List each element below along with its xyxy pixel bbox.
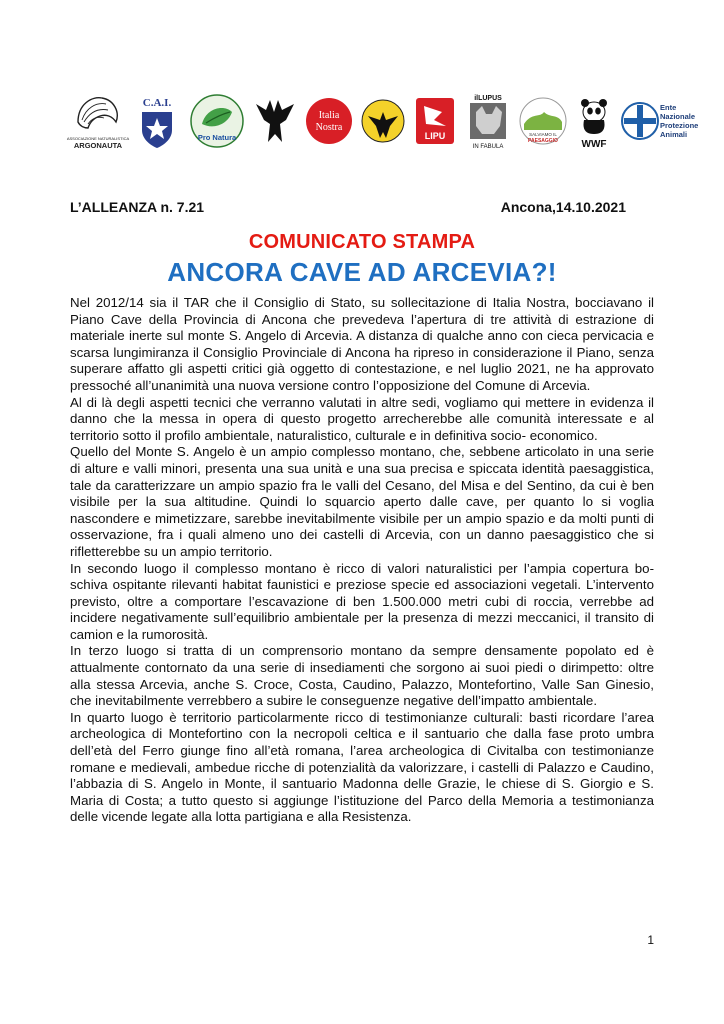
svg-text:PAESAGGIO: PAESAGGIO [528, 138, 558, 144]
cai-logo [132, 90, 182, 152]
eagle-logo [252, 90, 298, 152]
bird-icon [360, 90, 406, 152]
svg-text:Nostra: Nostra [315, 122, 343, 133]
paragraph: Al di là degli aspetti tecnici che verranno valutati in altre sedi, vogliamo qui mettere in evidenza il danno che la messa in opera di questo progetto arrecherebbe alle comunità interessate e al territorio sotto il profilo ambientale, naturalistico, culturale e in definitiva socio- economico. [70, 394, 654, 443]
yellow-bird-logo [360, 90, 406, 152]
svg-text:IN FABULA: IN FABULA [472, 144, 504, 150]
svg-text:Nazionale: Nazionale [660, 112, 696, 121]
paragraph: In secondo luogo il complesso montano è ricco di valori naturalistici per l’ampia copertura bo-schiva ospitante rilevanti habitat faunistici e preziose specie ed associazioni vegetali. L’intervento previsto, oltre a comportare l’escavazione di ben 1.500.000 metri cubi di roccia, verrebbe ad incidere negativamente sull’equilibrio ambientale per la presenza di mezzi meccanici, il transito di camion e la rumorosità. [70, 560, 654, 642]
argonauta-logo [66, 90, 130, 152]
svg-text:Italia: Italia [318, 110, 340, 121]
panda-icon [574, 90, 614, 152]
argonauta-shell-icon [66, 90, 130, 152]
svg-text:Pro Natura: Pro Natura [197, 133, 237, 142]
paesaggio-logo [518, 90, 568, 152]
paragraph: Quello del Monte S. Angelo è un ampio complesso montano, che, sebbene articolato in una serie di alture e valli minori, presenta una sua unità e una sua precisa e spiccata identità paesaggistica, tale da caratterizzare un ampio spazio fra le valli del Cesano, del Misa e del Sentino, da cui è ben visibile per la sua altitudine. Quindi lo squarcio aperto dalle cave, per quanto lo si voglia nascondere e mimetizzare, sarebbe inevitabilmente visibile per un ampio spazio e da molti punti di osservazione, fra i quali almeno uno dei castelli di Arcevia, con un danno paesaggistico che si rifletterebbe su un ampio territorio. [70, 444, 654, 559]
lipu-logo [412, 90, 458, 152]
svg-text:ilLUPUS: ilLUPUS [474, 95, 502, 102]
paragraph: Nel 2012/14 sia il TAR che il Consiglio di Stato, su sollecitazione di Italia Nostra, bocciavano il Piano Cave della Provincia di Ancona che prevedeva l’apertura di tre attività di estrazione di materiale inerte sul monte S. Angelo di Arcevia. A distanza di qualche anno con cieca pervicacia e scarsa lungimiranza il Consiglio Provinciale di Ancona ha ripreso in considerazione il Piano, senza superare affatto gli aspetti critici già oggetto di contestazione, e nel luglio 2021, ne ha approvato pressoché all’unanimità una nuova versione contro l’opposizione del Comune di Arcevia. [70, 295, 654, 393]
document-headline: ANCORA CAVE AD ARCEVIA?! [167, 257, 557, 287]
paragraph: In terzo luogo si tratta di un comprensorio montano da sempre densamente popolato ed è attualmente contornato da una serie di insediamenti che sorgono ai suoi piedi o dirimpetto: oltre alla stessa Arcevia, anche S. Croce, Costa, Caudino, Palazzo, Montefortino, Valle San Ginesio, che inevitabilmente verrebbero a subire le conseguenze negative dell’impatto ambientale. [70, 643, 654, 709]
document-body [70, 295, 654, 826]
enpa-logo [620, 90, 704, 152]
svg-text:ASSOCIAZIONE NATURALISTICA: ASSOCIAZIONE NATURALISTICA [66, 136, 130, 141]
page-number: 1 [647, 933, 654, 947]
partner-logos-strip [66, 90, 699, 152]
wwf-logo [574, 90, 614, 152]
svg-text:Ente: Ente [660, 103, 677, 112]
pro-natura-logo [188, 90, 246, 152]
svg-text:Animali: Animali [660, 130, 688, 139]
italia-nostra-logo [304, 90, 354, 152]
bulletin-reference: L’ALLEANZA n. 7.21 [70, 199, 205, 215]
svg-text:SALVIAMO IL: SALVIAMO IL [529, 132, 557, 137]
lupus-logo [464, 90, 512, 152]
svg-text:ARGONAUTA: ARGONAUTA [73, 141, 123, 150]
paragraph: In quarto luogo è territorio particolarmente ricco di testimonianze culturali: basti ricordare l’area archeologica di Montefortino con la necropoli celtica e il santuario che dalla fase proto umbra dell’età del Ferro giunge fino all’età romana, l’area archeologica di Civitalba con testimonianze romane e medievali, ambedue ricche di potenzialità da valorizzare, i castelli di Palazzo e Caudino, l’abbazia di S. Angelo in Monte, il santuario Madonna delle Grazie, le chiese di S. Giorgio e S. Maria di Costa; a tutto questo si aggiunge l’istituzione del Parco della Memoria a testimonianza delle vicende legate alla lotta partigiana e alla Resistenza. [70, 709, 654, 825]
svg-text:Protezione: Protezione [660, 121, 699, 130]
eagle-icon [252, 90, 298, 152]
document-date: Ancona,14.10.2021 [500, 199, 626, 215]
svg-text:LIPU: LIPU [424, 131, 446, 141]
press-release-label: COMUNICATO STAMPA [248, 231, 476, 253]
svg-text:WWF: WWF [581, 139, 607, 150]
svg-text:C.A.I.: C.A.I. [142, 97, 172, 109]
